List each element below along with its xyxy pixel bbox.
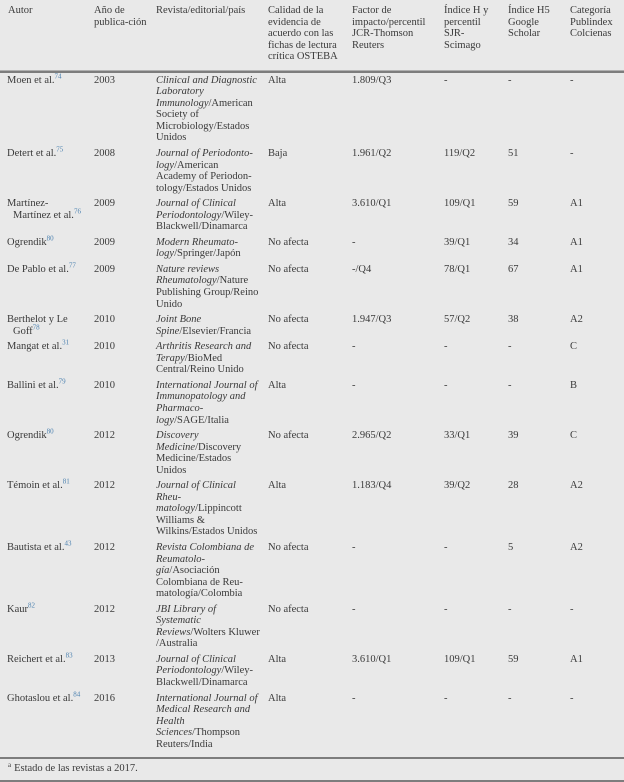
journal-publisher-country: /Wiley-Blackwell/Dinamarca <box>156 209 253 233</box>
citation-reference-link[interactable]: 78 <box>32 323 40 332</box>
impact-factor-cell: - <box>352 541 356 553</box>
h5-index-cell: - <box>508 603 512 615</box>
table-row <box>0 71 624 146</box>
impact-factor-cell: - <box>352 379 356 391</box>
h5-index-cell: - <box>508 692 512 704</box>
author-name: Mangat et al. <box>7 341 63 353</box>
citation-reference-link[interactable]: 43 <box>64 539 72 548</box>
h5-index-cell: - <box>508 341 512 353</box>
impact-factor-cell: 2.965/Q2 <box>352 430 392 442</box>
table-row <box>0 602 624 652</box>
impact-factor-cell: 3.610/Q1 <box>352 198 392 210</box>
author-name: Ogrendik <box>7 236 47 248</box>
publindex-category-cell: A2 <box>570 314 583 326</box>
h-index-cell: 33/Q1 <box>444 430 471 442</box>
author-name: Martínez-Martínez et al. <box>7 198 74 221</box>
author-name: Reichert et al. <box>7 653 66 665</box>
year-cell: 2009 <box>94 263 115 275</box>
journal-cell <box>156 378 268 428</box>
author-name: Berthelot y Le Goff <box>7 314 68 337</box>
author-name: Ghotaslou et al. <box>7 692 74 704</box>
evidence-quality-cell: No afecta <box>268 341 309 353</box>
citation-reference-link[interactable]: 80 <box>46 234 54 243</box>
evidence-quality-cell: No afecta <box>268 263 309 275</box>
journal-publisher-country: /Wolters Kluwer /Australia <box>156 626 260 650</box>
citation-reference-link[interactable]: 82 <box>28 601 35 610</box>
table-row <box>0 339 624 378</box>
journal-publisher-country: /Elsevier/Francia <box>179 325 252 337</box>
journal-title: Journal of Clinical Periodontology <box>156 653 236 677</box>
year-cell: 2010 <box>94 314 115 326</box>
journal-publisher-country: /SAGE/Italia <box>174 414 229 426</box>
h-index-cell: 39/Q2 <box>444 480 471 492</box>
h-index-cell: 78/Q1 <box>444 263 471 275</box>
journal-title: Clinical and Diagnostic Laboratory Immunology <box>156 74 257 109</box>
col-header-factor: Factor de impacto/percentil JCR-Thomson Reuters <box>352 0 444 71</box>
author-name: Témoin et al. <box>7 480 63 492</box>
author-cell <box>0 71 94 146</box>
h-index-cell: 109/Q1 <box>444 653 476 665</box>
journal-title: JBI Library of Systematic Reviews <box>156 603 217 638</box>
impact-factor-cell: - <box>352 692 356 704</box>
year-cell: 2012 <box>94 430 115 442</box>
h5-index-cell: 5 <box>508 541 514 553</box>
publindex-category-cell: - <box>570 148 574 160</box>
impact-factor-cell: 1.947/Q3 <box>352 314 392 326</box>
col-header-indice-h5: Índice H5 Google Scholar <box>508 0 570 71</box>
table-footnote <box>0 757 624 782</box>
h5-index-cell: - <box>508 71 570 146</box>
h-index-cell: 119/Q2 <box>444 148 476 160</box>
journal-cell <box>156 235 268 262</box>
impact-factor-cell: - <box>352 603 356 615</box>
evidence-quality-cell: Alta <box>268 480 287 492</box>
journal-cell <box>156 339 268 378</box>
h5-index-cell: 59 <box>508 198 519 210</box>
year-cell: 2009 <box>94 236 115 248</box>
citation-reference-link[interactable]: 81 <box>62 477 70 486</box>
h5-index-cell: 67 <box>508 263 519 275</box>
journal-cell <box>156 540 268 602</box>
year-cell: 2010 <box>94 379 115 391</box>
impact-factor-cell: 1.183/Q4 <box>352 480 392 492</box>
author-cell <box>0 339 94 378</box>
impact-factor-cell: 1.809/Q3 <box>352 71 444 146</box>
author-cell <box>0 196 94 235</box>
col-header-anio: Año de publica-ción <box>94 0 156 71</box>
publindex-category-cell: C <box>570 430 578 442</box>
journal-title: Journal of Clinical Rheu-matology <box>156 480 236 515</box>
journal-publisher-country: /American Society of Microbiology/Estados Unidos <box>156 97 253 144</box>
col-header-indice-h: Índice H y percentil SJR-Scimago <box>444 0 508 71</box>
publindex-category-cell: A2 <box>570 480 583 492</box>
evidence-quality-cell: Alta <box>268 692 287 704</box>
journal-cell <box>156 478 268 540</box>
author-cell <box>0 691 94 753</box>
table-row <box>0 478 624 540</box>
author-cell <box>0 540 94 602</box>
h5-index-cell: - <box>508 379 512 391</box>
citation-reference-link[interactable]: 31 <box>62 338 70 347</box>
journal-title: International Journal of Medical Research and Health Sciences <box>156 692 258 739</box>
journal-cell <box>156 146 268 196</box>
h-index-cell: - <box>444 71 508 146</box>
evidence-quality-cell: No afecta <box>268 603 309 615</box>
author-name: Moen et al. <box>7 74 55 86</box>
table-row <box>0 196 624 235</box>
journal-title: Discovery Medicine <box>156 430 199 453</box>
citation-reference-link[interactable]: 77 <box>68 261 76 270</box>
author-name: Ballini et al. <box>7 379 59 391</box>
author-name: Bautista et al. <box>7 541 65 553</box>
h5-index-cell: 39 <box>508 430 519 442</box>
impact-factor-cell: 3.610/Q1 <box>352 653 392 665</box>
publindex-category-cell: - <box>570 692 574 704</box>
evidence-quality-cell: No afecta <box>268 314 309 326</box>
impact-factor-cell: - <box>352 341 356 353</box>
journal-publisher-country: /Discovery Medicine/Estados Unidos <box>156 441 242 476</box>
year-cell: 2009 <box>94 198 115 210</box>
journal-cell <box>156 312 268 339</box>
journal-title: International Journal of Immunopatology and Pharmaco-logy <box>156 379 258 426</box>
h5-index-cell: 34 <box>508 236 519 248</box>
evidence-quality-cell: Alta <box>268 71 352 146</box>
author-name: Detert et al. <box>7 148 57 160</box>
table-row <box>0 146 624 196</box>
col-header-autor: Autor <box>0 0 94 71</box>
journal-title: Journal of Clinical Periodontology <box>156 198 236 221</box>
col-header-revista: Revista/editorial/país <box>156 0 268 71</box>
table-row <box>0 691 624 753</box>
table-row <box>0 262 624 312</box>
author-cell <box>0 146 94 196</box>
publindex-category-cell: B <box>570 379 578 391</box>
header-row <box>0 0 624 71</box>
year-cell: 2016 <box>94 692 115 704</box>
author-cell <box>0 478 94 540</box>
journal-title: Arthritis Research and Terapy <box>156 341 252 364</box>
year-cell: 2008 <box>94 148 115 160</box>
impact-factor-cell: - <box>352 236 356 248</box>
h-index-cell: - <box>444 379 448 391</box>
h-index-cell: - <box>444 541 448 553</box>
evidence-quality-cell: Alta <box>268 379 287 391</box>
table-row <box>0 312 624 339</box>
journal-publisher-country: /Springer/Japón <box>174 248 241 260</box>
journal-publisher-country: /Nature Publishing Group/Reino Unido <box>156 275 259 310</box>
author-cell <box>0 428 94 478</box>
journal-publisher-country: /Lippincott Williams & Wilkins/Estados Unidos <box>156 503 258 538</box>
table-row <box>0 378 624 428</box>
publindex-category-cell: A1 <box>570 653 583 665</box>
author-name: De Pablo et al. <box>7 263 69 275</box>
journal-cell <box>156 196 268 235</box>
h5-index-cell: 59 <box>508 653 519 665</box>
h5-index-cell: 28 <box>508 480 519 492</box>
author-cell <box>0 378 94 428</box>
journal-cell <box>156 428 268 478</box>
journal-cell <box>156 691 268 753</box>
journal-publisher-country: /Thompson Reuters/India <box>156 727 240 750</box>
journal-title: Nature reviews Rheumatology <box>156 263 220 287</box>
evidence-quality-cell: No afecta <box>268 236 309 248</box>
table-row <box>0 235 624 262</box>
journal-cell <box>156 652 268 691</box>
table-row <box>0 540 624 602</box>
journal-publisher-country: /BioMed Central/Reino Unido <box>156 352 244 376</box>
citation-reference-link[interactable]: 76 <box>73 207 81 216</box>
evidence-quality-cell: Alta <box>268 198 287 210</box>
year-cell: 2012 <box>94 480 115 492</box>
journal-publisher-country: /Asociación Colombiana de Reu-matología/Colombia <box>156 565 243 600</box>
evidence-quality-cell: No afecta <box>268 541 309 553</box>
citation-reference-link[interactable]: 83 <box>65 651 73 660</box>
publindex-category-cell: A1 <box>570 198 583 210</box>
evidence-quality-cell: Alta <box>268 653 287 665</box>
col-header-calidad: Calidad de la evidencia de acuerdo con las fichas de lectura crítica OSTEBA <box>268 0 352 71</box>
journal-title: Modern Rheumato-logy <box>156 236 238 260</box>
table-header <box>0 0 624 71</box>
table-row <box>0 652 624 691</box>
publindex-category-cell: C <box>570 341 578 353</box>
citation-reference-link[interactable]: 84 <box>73 690 81 699</box>
publindex-category-cell: A1 <box>570 263 583 275</box>
h-index-cell: - <box>444 692 448 704</box>
author-cell <box>0 652 94 691</box>
year-cell: 2012 <box>94 541 115 553</box>
citation-reference-link[interactable]: 74 <box>54 72 62 81</box>
journal-title: Revista Colombiana de Reumatolo-gía <box>156 541 254 577</box>
journal-cell <box>156 602 268 652</box>
publindex-category-cell: - <box>570 71 624 146</box>
author-cell <box>0 312 94 339</box>
h-index-cell: 109/Q1 <box>444 198 476 210</box>
impact-factor-cell: -/Q4 <box>352 263 372 275</box>
author-cell <box>0 235 94 262</box>
journal-publisher-country: /American Academy of Periodon-tology/Estados Unidos <box>156 159 252 194</box>
journal-cell <box>156 71 268 146</box>
h5-index-cell: 38 <box>508 314 519 326</box>
h-index-cell: - <box>444 603 448 615</box>
citation-reference-link[interactable]: 75 <box>56 145 64 154</box>
author-cell <box>0 602 94 652</box>
author-cell <box>0 262 94 312</box>
h5-index-cell: 51 <box>508 148 519 160</box>
journal-publisher-country: /Wiley-Blackwell/Dinamarca <box>156 665 253 688</box>
impact-factor-cell: 1.961/Q2 <box>352 148 392 160</box>
table-body <box>0 71 624 753</box>
year-cell: 2010 <box>94 341 115 353</box>
journal-cell <box>156 262 268 312</box>
evidence-quality-cell: Baja <box>268 148 288 160</box>
year-cell: 2013 <box>94 653 115 665</box>
citation-reference-link[interactable]: 79 <box>58 377 66 386</box>
year-cell: 2012 <box>94 603 115 615</box>
journal-title: Journal of Periodonto-logy <box>156 148 253 171</box>
h-index-cell: 39/Q1 <box>444 236 471 248</box>
year-cell: 2003 <box>94 71 156 146</box>
citation-reference-link[interactable]: 80 <box>46 427 54 436</box>
publindex-category-cell: A1 <box>570 236 583 248</box>
journal-title: Joint Bone Spine <box>156 314 202 337</box>
evidence-quality-cell: No afecta <box>268 430 309 442</box>
author-name: Ogrendik <box>7 430 47 442</box>
publindex-category-cell: - <box>570 603 574 615</box>
author-name: Kaur <box>7 603 28 615</box>
h-index-cell: 57/Q2 <box>444 314 471 326</box>
footnote-text: Estado de las revistas a 2017. <box>14 763 138 775</box>
col-header-categoria: Categoría Publindex Colcienas <box>570 0 624 71</box>
table-row <box>0 428 624 478</box>
footnote-marker: a <box>8 760 12 769</box>
h-index-cell: - <box>444 341 448 353</box>
publindex-category-cell: A2 <box>570 541 583 553</box>
